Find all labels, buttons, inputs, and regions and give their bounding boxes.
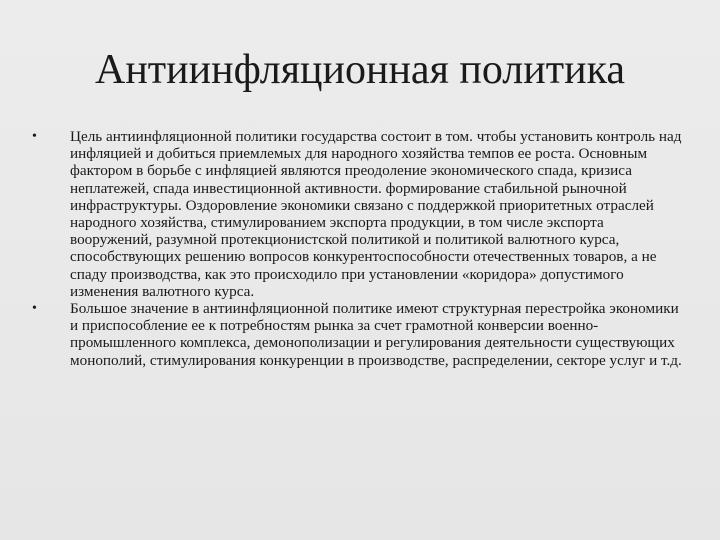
bullet-item-inflation-policy-goal xyxy=(32,128,682,300)
slide-title: Антиинфляционная политика xyxy=(94,47,625,93)
bullet-marker: • xyxy=(32,129,37,144)
bullet-item-structural-reform xyxy=(32,300,682,369)
bullet-list xyxy=(32,128,682,369)
bullet-text: Большое значение в антиинфляционной политике имеют структурная перестройка экономики и приспособление ее к потребностям рынка за счет грамотной конверсии военно-промышленного комплекса, демонополизации и регулирования деятельности существующих монополий, стимулирования конкуренции в производстве, распределении, секторе услуг и т.д. xyxy=(70,300,682,369)
bullet-marker: • xyxy=(32,301,37,317)
bullet-text: Цель антиинфляционной политики государства состоит в том. чтобы установить контроль над инфляцией и добиться приемлемых для народного хозяйства темпов ее роста. Основным фактором в борьбе с инфляцией являются преодоление экономического спада, кризиса неплатежей, спада инвестиционной активности. формирование стабильной рыночной инфраструктуры. Оздоровление экономики связано с поддержкой приоритетных отраслей народного хозяйства, стимулированием экспорта продукции, в том числе экспорта вооружений, разумной протекционистской политикой и политикой валютного курса, способствующих решению вопросов конкурентоспособности отечественных товаров, а не спаду производства, как это происходило при установлении «коридора» допустимого изменения валютного курса. xyxy=(70,128,682,300)
